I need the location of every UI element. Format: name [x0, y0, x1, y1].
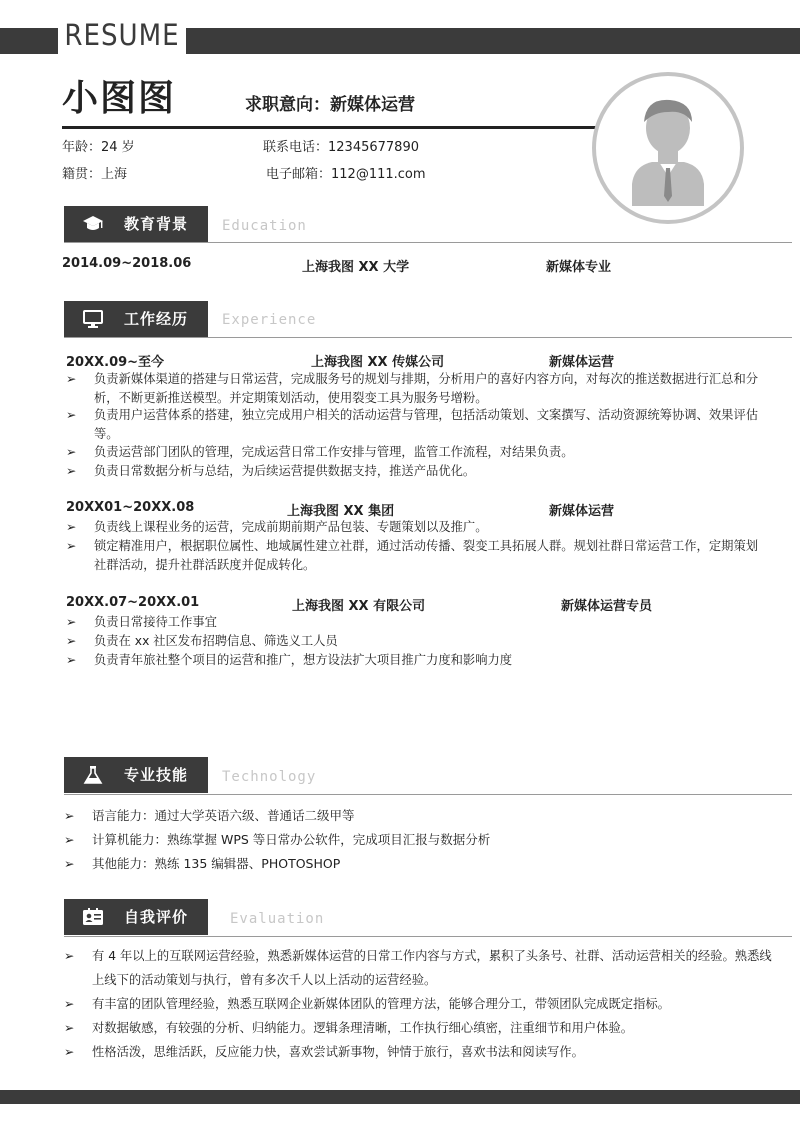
job-duty: 负责在 xx 社区发布招聘信息、筛选义工人员 [94, 634, 338, 648]
job-duty: 负责线上课程业务的运营，完成前期前期产品包装、专题策划以及推广。 [94, 520, 488, 534]
job-duty: 负责青年旅社整个项目的运营和推广，想方设法扩大项目推广力度和影响力度 [94, 653, 513, 667]
bullet-arrow-icon: ➢ [64, 808, 75, 823]
edu-period: 2014.09~2018.06 [62, 256, 192, 271]
education-title: 教育背景 [124, 215, 189, 233]
job-intent: 求职意向：新媒体运营 [245, 95, 415, 115]
bullet-arrow-icon: ➢ [66, 634, 77, 648]
job-position: 新媒体运营 [549, 504, 615, 519]
bullet-arrow-icon: ➢ [64, 1045, 75, 1059]
evaluation-title: 自我评价 [124, 908, 189, 926]
list-item [66, 406, 766, 444]
education-rule [64, 242, 792, 243]
education-header [64, 206, 208, 242]
job-company: 上海我图 XX 传媒公司 [311, 355, 445, 370]
candidate-name: 小图图 [62, 78, 177, 119]
bullet-arrow-icon: ➢ [64, 832, 75, 847]
monitor-icon [82, 309, 104, 329]
job-duty: 负责用户运营体系的搭建，独立完成用户相关的活动运营与管理，包括活动策划、文案撰写、活动资源统筹协调、效果评估等。 [94, 408, 759, 441]
flask-icon [82, 765, 104, 785]
list-item [64, 854, 764, 873]
list-item [66, 370, 766, 408]
avatar [592, 72, 744, 224]
job-company: 上海我图 XX 有限公司 [292, 599, 426, 614]
job-period: 20XX.09~至今 [66, 355, 165, 370]
skill-text: 其他能力：熟练 135 编辑器、PHOTOSHOP [92, 856, 341, 871]
bullet-arrow-icon: ➢ [64, 997, 75, 1011]
bullet-arrow-icon: ➢ [66, 615, 77, 629]
header-divider [62, 126, 602, 129]
list-item [64, 1040, 776, 1064]
job-period: 20XX.07~20XX.01 [66, 595, 200, 610]
education-title-en: Education [222, 218, 307, 234]
skill-text: 语言能力：通过大学英语六级、普通话二级甲等 [92, 808, 355, 823]
list-item [66, 518, 766, 537]
evaluation-rule [64, 936, 792, 937]
list-item [66, 443, 766, 462]
job-duty: 锁定精准用户，根据职位属性、地域属性建立社群，通过活动传播、裂变工具拓展人群。规划社群日常运营工作，定期策划社群活动，提升社群活跃度并促成转化。 [94, 539, 759, 572]
job-duty: 负责日常数据分析与总结，为后续运营提供数据支持，推送产品优化。 [94, 464, 476, 478]
job-company: 上海我图 XX 集团 [287, 504, 395, 519]
bullet-arrow-icon: ➢ [66, 520, 77, 534]
experience-title: 工作经历 [124, 310, 189, 328]
job-duty: 负责新媒体渠道的搭建与日常运营，完成服务号的规划与排期，分析用户的喜好内容方向，对每次的推送数据进行汇总和分析，不断更新推送模型。并定期策划活动，使用裂变工具为服务号增粉。 [94, 372, 759, 405]
evaluation-header [64, 899, 208, 935]
list-item [64, 806, 764, 825]
bullet-arrow-icon: ➢ [64, 1021, 75, 1035]
bullet-arrow-icon: ➢ [64, 856, 75, 871]
age: 年龄：24 岁 [62, 140, 135, 155]
bullet-arrow-icon: ➢ [66, 408, 77, 422]
skills-rule [64, 794, 792, 795]
skill-text: 计算机能力：熟练掌握 WPS 等日常办公软件，完成项目汇报与数据分析 [92, 832, 491, 847]
list-item [64, 944, 776, 992]
list-item [66, 632, 766, 651]
id-card-icon [82, 907, 104, 927]
job-period: 20XX01~20XX.08 [66, 500, 195, 515]
bullet-arrow-icon: ➢ [66, 464, 77, 478]
evaluation-text: 性格活泼，思维活跃，反应能力快，喜欢尝试新事物，钟情于旅行，喜欢书法和阅读写作。 [92, 1045, 584, 1059]
list-item [64, 992, 776, 1016]
hometown: 籍贯：上海 [62, 167, 128, 182]
phone: 联系电话：12345677890 [263, 140, 419, 155]
bullet-arrow-icon: ➢ [66, 653, 77, 667]
evaluation-text: 有丰富的团队管理经验，熟悉互联网企业新媒体团队的管理方法，能够合理分工，带领团队完成既定指标。 [92, 997, 670, 1011]
evaluation-title-en: Evaluation [230, 911, 325, 927]
list-item [66, 462, 766, 481]
edu-major: 新媒体专业 [546, 260, 612, 275]
skills-title: 专业技能 [124, 766, 189, 784]
job-position: 新媒体运营专员 [561, 599, 653, 614]
bottom-bar [0, 1090, 800, 1104]
edu-school: 上海我图 XX 大学 [302, 260, 410, 275]
job-duty: 负责运营部门团队的管理，完成运营日常工作安排与管理，监管工作流程，对结果负责。 [94, 445, 574, 459]
bullet-arrow-icon: ➢ [66, 372, 77, 386]
bullet-arrow-icon: ➢ [64, 949, 75, 963]
bullet-arrow-icon: ➢ [66, 539, 77, 553]
graduation-cap-icon [82, 214, 104, 234]
list-item [66, 651, 766, 670]
bullet-arrow-icon: ➢ [66, 445, 77, 459]
person-icon [596, 76, 740, 220]
list-item [64, 1016, 776, 1040]
evaluation-text: 有 4 年以上的互联网运营经验，熟悉新媒体运营的日常工作内容与方式，累积了头条号、社群、活动运营相关的经验。熟悉线上线下的活动策划与执行，曾有多次千人以上活动的运营经验。 [92, 949, 772, 987]
list-item [66, 537, 766, 575]
skills-title-en: Technology [222, 769, 317, 785]
email: 电子邮箱：112@111.com [266, 167, 426, 182]
list-item [64, 830, 764, 849]
experience-header [64, 301, 208, 337]
evaluation-text: 对数据敏感，有较强的分析、归纳能力。逻辑条理清晰，工作执行细心缜密，注重细节和用户体验。 [92, 1021, 634, 1035]
experience-title-en: Experience [222, 312, 317, 328]
experience-rule [64, 337, 792, 338]
job-position: 新媒体运营 [549, 355, 615, 370]
skills-header [64, 757, 208, 793]
job-duty: 负责日常接待工作事宜 [94, 615, 217, 629]
list-item [66, 613, 766, 632]
resume-title: RESUME [58, 14, 186, 56]
